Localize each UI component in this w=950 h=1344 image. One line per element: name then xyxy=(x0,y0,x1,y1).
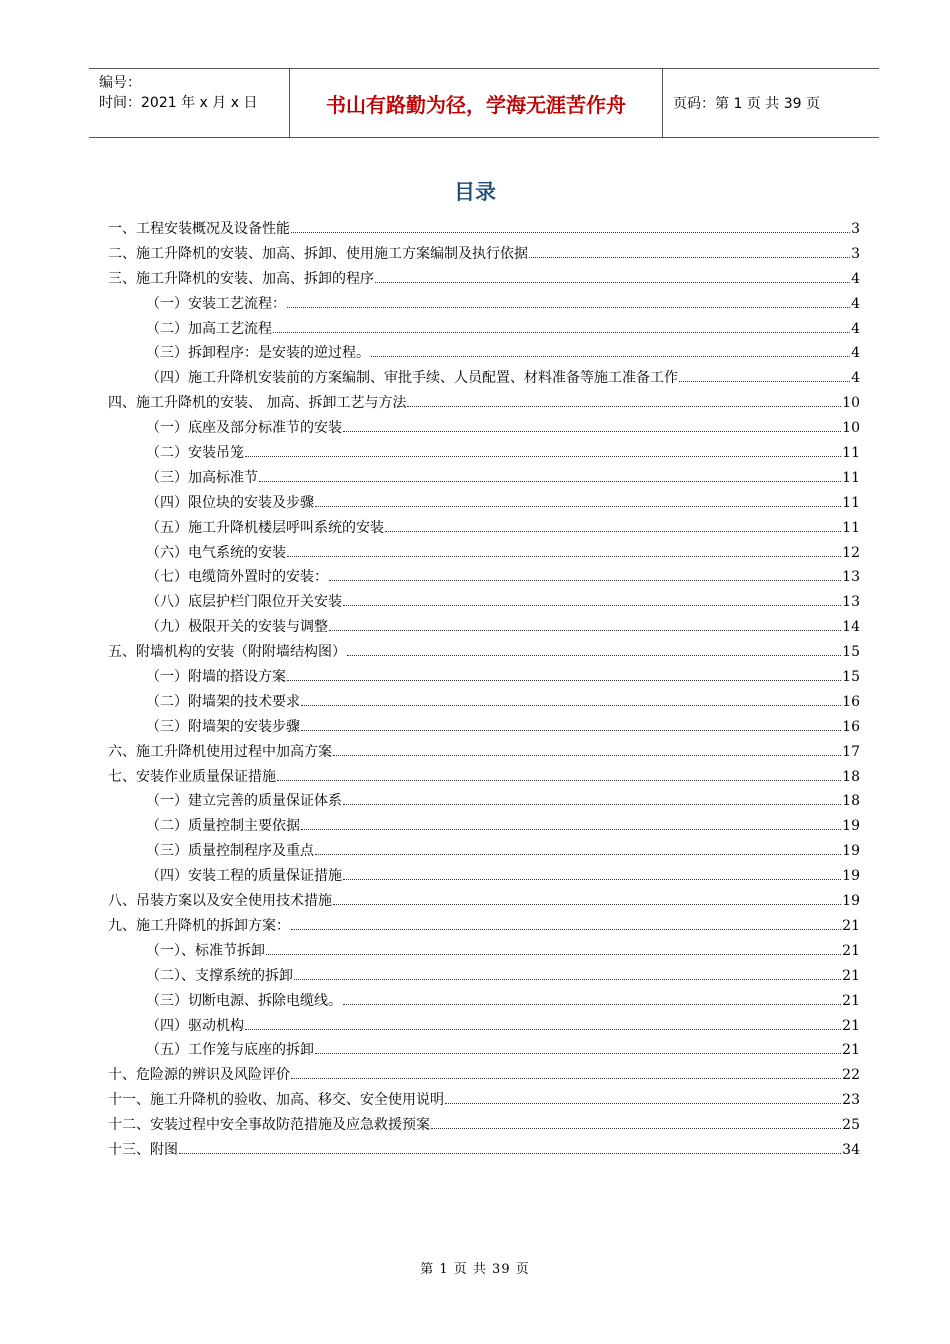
toc-entry[interactable] xyxy=(108,716,860,741)
toc-entry[interactable] xyxy=(108,1015,860,1040)
toc-entry-page: 4 xyxy=(851,370,860,387)
toc-entry[interactable] xyxy=(108,741,860,766)
toc-entry-page: 4 xyxy=(851,345,860,362)
toc-entry[interactable] xyxy=(108,1039,860,1064)
toc-entry[interactable] xyxy=(108,367,860,392)
toc-leader-dots xyxy=(343,803,841,805)
toc-entry-page: 19 xyxy=(842,843,860,860)
toc-entry[interactable] xyxy=(108,293,860,318)
toc-entry[interactable] xyxy=(108,1089,860,1114)
toc-leader-dots xyxy=(273,331,850,333)
toc-entry[interactable] xyxy=(108,1139,860,1164)
toc-entry[interactable] xyxy=(108,790,860,815)
toc-entry-page: 13 xyxy=(842,594,860,611)
toc-entry-page: 4 xyxy=(851,295,860,312)
toc-leader-dots xyxy=(291,231,850,233)
toc-entry[interactable] xyxy=(108,218,860,243)
toc-entry-page: 19 xyxy=(842,818,860,835)
toc-entry-title: （五）工作笼与底座的拆卸 xyxy=(146,1042,314,1059)
toc-leader-dots xyxy=(259,480,841,482)
toc-entry[interactable] xyxy=(108,417,860,442)
toc-leader-dots xyxy=(291,928,841,930)
toc-leader-dots xyxy=(287,306,850,308)
toc-leader-dots xyxy=(301,729,841,731)
toc-entry[interactable] xyxy=(108,766,860,791)
toc-leader-dots xyxy=(315,853,841,855)
toc-leader-dots xyxy=(343,430,841,432)
toc-entry[interactable] xyxy=(108,591,860,616)
toc-entry-page: 23 xyxy=(842,1092,860,1109)
toc-entry-page: 3 xyxy=(851,245,860,262)
toc-entry[interactable] xyxy=(108,492,860,517)
toc-leader-dots xyxy=(347,654,841,656)
toc-entry-title: （二）、支撑系统的拆卸 xyxy=(146,967,293,984)
toc-entry-title: （七）电缆筒外置时的安装： xyxy=(146,569,328,586)
toc-entry[interactable] xyxy=(108,542,860,567)
number-label: 编号： xyxy=(99,75,141,91)
toc-entry-title: （三）拆卸程序：是安装的逆过程。 xyxy=(146,345,370,362)
toc-entry-title: 四、施工升降机的安装、 加高、拆卸工艺与方法 xyxy=(108,395,407,412)
toc-entry-page: 17 xyxy=(842,743,860,760)
toc-leader-dots xyxy=(679,380,850,382)
toc-leader-dots xyxy=(431,1127,841,1129)
toc-entry-page: 14 xyxy=(842,619,860,636)
toc-leader-dots xyxy=(266,953,841,955)
toc-leader-dots xyxy=(291,1077,841,1079)
toc-entry-title: （三）附墙架的安装步骤 xyxy=(146,718,300,735)
toc-entry[interactable] xyxy=(108,691,860,716)
toc-entry-title: 十二、安装过程中安全事故防范措施及应急救援预案 xyxy=(108,1117,430,1134)
table-of-contents xyxy=(108,218,860,1164)
toc-entry-title: （五）施工升降机楼层呼叫系统的安装 xyxy=(146,519,384,536)
toc-entry[interactable] xyxy=(108,268,860,293)
toc-entry-page: 4 xyxy=(851,270,860,287)
toc-entry[interactable] xyxy=(108,467,860,492)
header-motto: 书山有路勤为径，学海无涯苦作舟 xyxy=(290,69,663,137)
toc-entry-title: （三）切断电源、拆除电缆线。 xyxy=(146,992,342,1009)
toc-entry[interactable] xyxy=(108,915,860,940)
toc-entry[interactable] xyxy=(108,566,860,591)
toc-entry-page: 13 xyxy=(842,569,860,586)
toc-entry-title: （一）、标准节拆卸 xyxy=(146,942,265,959)
toc-entry-page: 10 xyxy=(842,395,860,412)
toc-entry-title: （二）附墙架的技术要求 xyxy=(146,693,300,710)
toc-entry-title: （一）建立完善的质量保证体系 xyxy=(146,793,342,810)
toc-leader-dots xyxy=(315,1052,841,1054)
toc-entry-page: 21 xyxy=(842,967,860,984)
toc-entry-title: 五、附墙机构的安装（附附墙结构图） xyxy=(108,644,346,661)
toc-entry-title: （四）施工升降机安装前的方案编制、审批手续、人员配置、材料准备等施工准备工作 xyxy=(146,370,678,387)
toc-entry[interactable] xyxy=(108,840,860,865)
toc-entry-page: 18 xyxy=(842,793,860,810)
toc-entry-page: 21 xyxy=(842,992,860,1009)
toc-leader-dots xyxy=(277,779,841,781)
toc-entry-title: 七、安装作业质量保证措施 xyxy=(108,768,276,785)
toc-entry-page: 25 xyxy=(842,1117,860,1134)
toc-entry-title: （一）安装工艺流程： xyxy=(146,295,286,312)
toc-entry-page: 18 xyxy=(842,768,860,785)
toc-leader-dots xyxy=(375,281,850,283)
toc-leader-dots xyxy=(371,355,850,357)
toc-entry-page: 11 xyxy=(842,469,860,486)
toc-entry[interactable] xyxy=(108,990,860,1015)
toc-entry-title: （六）电气系统的安装 xyxy=(146,544,286,561)
toc-entry-page: 21 xyxy=(842,917,860,934)
toc-entry-title: （四）安装工程的质量保证措施 xyxy=(146,868,342,885)
toc-entry[interactable] xyxy=(108,890,860,915)
toc-entry-page: 19 xyxy=(842,893,860,910)
toc-entry-page: 10 xyxy=(842,420,860,437)
toc-entry[interactable] xyxy=(108,666,860,691)
toc-entry-title: （二）安装吊笼 xyxy=(146,445,244,462)
toc-leader-dots xyxy=(333,754,841,756)
page-footer: 第 1 页 共 39 页 xyxy=(420,1262,530,1277)
toc-entry-title: 十一、施工升降机的验收、加高、移交、安全使用说明 xyxy=(108,1092,444,1109)
toc-entry-page: 16 xyxy=(842,693,860,710)
time-label: 时间：2021 年 x 月 x 日 xyxy=(99,95,258,111)
toc-entry-title: 六、施工升降机使用过程中加高方案 xyxy=(108,743,332,760)
toc-entry-title: （一）底座及部分标准节的安装 xyxy=(146,420,342,437)
toc-entry-page: 19 xyxy=(842,868,860,885)
toc-entry-title: 一、工程安装概况及设备性能 xyxy=(108,221,290,237)
toc-entry-title: 十、危险源的辨识及风险评价 xyxy=(108,1067,290,1084)
toc-leader-dots xyxy=(301,704,841,706)
toc-entry-page: 22 xyxy=(842,1067,860,1084)
toc-entry-title: （三）加高标准节 xyxy=(146,469,258,486)
toc-entry-title: 十三、附图 xyxy=(108,1141,178,1158)
toc-entry-page: 3 xyxy=(851,221,860,237)
toc-entry[interactable] xyxy=(108,1064,860,1089)
toc-entry-page: 15 xyxy=(842,669,860,686)
toc-leader-dots xyxy=(245,1028,841,1030)
toc-entry-page: 15 xyxy=(842,644,860,661)
toc-leader-dots xyxy=(287,555,841,557)
toc-entry-page: 21 xyxy=(842,942,860,959)
toc-entry-page: 4 xyxy=(851,320,860,337)
toc-entry-page: 21 xyxy=(842,1017,860,1034)
toc-entry[interactable] xyxy=(108,641,860,666)
toc-entry[interactable] xyxy=(108,342,860,367)
toc-entry-title: 八、吊装方案以及安全使用技术措施 xyxy=(108,893,332,910)
page-title: 目录 xyxy=(454,180,496,204)
toc-entry-page: 21 xyxy=(842,1042,860,1059)
toc-entry-title: （四）限位块的安装及步骤 xyxy=(146,494,314,511)
toc-entry-page: 11 xyxy=(842,445,860,462)
toc-leader-dots xyxy=(407,405,841,407)
toc-entry[interactable] xyxy=(108,318,860,343)
toc-leader-dots xyxy=(385,530,841,532)
toc-entry[interactable] xyxy=(108,243,860,268)
toc-entry-title: （三）质量控制程序及重点 xyxy=(146,843,314,860)
toc-leader-dots xyxy=(343,604,841,606)
toc-leader-dots xyxy=(343,1003,841,1005)
toc-entry-title: 三、施工升降机的安装、加高、拆卸的程序 xyxy=(108,270,374,287)
toc-entry-title: （二）加高工艺流程 xyxy=(146,320,272,337)
toc-entry[interactable] xyxy=(108,865,860,890)
toc-entry[interactable] xyxy=(108,616,860,641)
toc-leader-dots xyxy=(179,1152,841,1154)
toc-leader-dots xyxy=(329,629,841,631)
toc-leader-dots xyxy=(333,903,841,905)
toc-entry[interactable] xyxy=(108,392,860,417)
toc-entry-title: （八）底层护栏门限位开关安装 xyxy=(146,594,342,611)
toc-leader-dots xyxy=(529,256,850,258)
toc-entry[interactable] xyxy=(108,442,860,467)
toc-leader-dots xyxy=(445,1102,841,1104)
toc-entry-page: 11 xyxy=(842,519,860,536)
toc-leader-dots xyxy=(301,828,841,830)
toc-entry-page: 12 xyxy=(842,544,860,561)
toc-entry-page: 34 xyxy=(842,1141,860,1158)
toc-entry[interactable] xyxy=(108,1114,860,1139)
page-header xyxy=(89,68,879,138)
toc-entry-page: 16 xyxy=(842,718,860,735)
toc-entry-title: （四）驱动机构 xyxy=(146,1017,244,1034)
toc-leader-dots xyxy=(245,455,841,457)
toc-entry-title: （九）极限开关的安装与调整 xyxy=(146,619,328,636)
toc-entry[interactable] xyxy=(108,940,860,965)
toc-entry-page: 11 xyxy=(842,494,860,511)
toc-entry-title: 九、施工升降机的拆卸方案： xyxy=(108,917,290,934)
toc-entry-title: （一）附墙的搭设方案 xyxy=(146,669,286,686)
toc-entry[interactable] xyxy=(108,965,860,990)
header-meta xyxy=(89,69,290,137)
toc-entry[interactable] xyxy=(108,517,860,542)
toc-leader-dots xyxy=(287,679,841,681)
toc-entry-title: （二）质量控制主要依据 xyxy=(146,818,300,835)
toc-leader-dots xyxy=(343,878,841,880)
toc-leader-dots xyxy=(329,579,841,581)
toc-entry[interactable] xyxy=(108,815,860,840)
toc-entry-title: 二、施工升降机的安装、加高、拆卸、使用施工方案编制及执行依据 xyxy=(108,245,528,262)
toc-leader-dots xyxy=(315,505,841,507)
toc-leader-dots xyxy=(294,978,841,980)
header-page-info: 页码：第 1 页 共 39 页 xyxy=(673,96,820,112)
